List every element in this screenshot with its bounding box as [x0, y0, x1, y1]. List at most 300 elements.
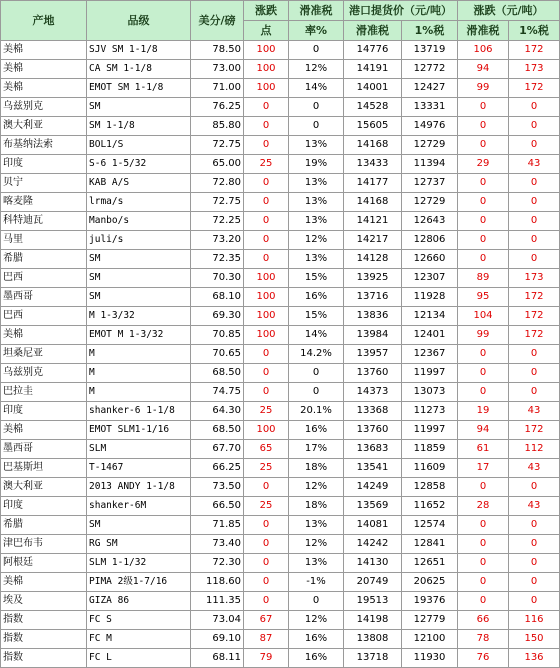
cell-port-price-sliding: 14121	[344, 212, 402, 231]
cell-port-price-sliding: 13541	[344, 459, 402, 478]
cell-tax-rate: 12%	[289, 60, 344, 79]
cell-tax-rate: -1%	[289, 573, 344, 592]
cell-grade: FC S	[87, 611, 191, 630]
cell-change-1pct: 43	[509, 155, 560, 174]
cell-port-price-1pct: 12858	[402, 478, 458, 497]
cell-port-price-1pct: 11652	[402, 497, 458, 516]
cell-change-points: 0	[244, 478, 289, 497]
cell-grade: shanker-6M	[87, 497, 191, 516]
cell-port-price-1pct: 13719	[402, 41, 458, 60]
table-row	[1, 79, 560, 98]
cell-origin: 美棉	[1, 79, 87, 98]
cell-change-sliding: 29	[458, 155, 509, 174]
cell-change-1pct: 43	[509, 459, 560, 478]
cell-price: 72.35	[191, 250, 244, 269]
table-row	[1, 307, 560, 326]
cell-change-1pct: 0	[509, 136, 560, 155]
cell-price: 73.04	[191, 611, 244, 630]
cell-price: 85.80	[191, 117, 244, 136]
table-row	[1, 269, 560, 288]
cell-price: 69.10	[191, 630, 244, 649]
cell-change-sliding: 17	[458, 459, 509, 478]
cell-port-price-sliding: 14528	[344, 98, 402, 117]
table-row	[1, 383, 560, 402]
cell-price: 71.00	[191, 79, 244, 98]
header-port-1pct: 1%税	[402, 21, 458, 41]
cell-change-points: 0	[244, 554, 289, 573]
header-port-sliding: 滑准税	[344, 21, 402, 41]
cell-tax-rate: 14%	[289, 79, 344, 98]
cell-price: 72.80	[191, 174, 244, 193]
cell-change-1pct: 0	[509, 345, 560, 364]
cell-change-points: 65	[244, 440, 289, 459]
cell-change-points: 100	[244, 269, 289, 288]
cell-change-points: 0	[244, 383, 289, 402]
cell-change-sliding: 0	[458, 136, 509, 155]
cell-change-points: 100	[244, 79, 289, 98]
cell-origin: 希腊	[1, 250, 87, 269]
cell-change-points: 100	[244, 41, 289, 60]
cell-price: 66.50	[191, 497, 244, 516]
cell-port-price-sliding: 14217	[344, 231, 402, 250]
cell-port-price-sliding: 14249	[344, 478, 402, 497]
cell-price: 72.75	[191, 193, 244, 212]
cell-tax-rate: 13%	[289, 516, 344, 535]
table-row	[1, 611, 560, 630]
cell-change-points: 0	[244, 516, 289, 535]
cell-tax-rate: 0	[289, 592, 344, 611]
cell-tax-rate: 0	[289, 41, 344, 60]
cell-change-sliding: 28	[458, 497, 509, 516]
cell-change-1pct: 0	[509, 174, 560, 193]
cell-change-1pct: 173	[509, 60, 560, 79]
cell-change-1pct: 0	[509, 554, 560, 573]
cell-change-points: 25	[244, 402, 289, 421]
table-row	[1, 573, 560, 592]
cell-tax-rate: 0	[289, 98, 344, 117]
cell-change-1pct: 172	[509, 326, 560, 345]
cell-change-sliding: 95	[458, 288, 509, 307]
cell-change-points: 67	[244, 611, 289, 630]
cell-change-sliding: 104	[458, 307, 509, 326]
cell-change-1pct: 136	[509, 649, 560, 668]
cell-tax-rate: 20.1%	[289, 402, 344, 421]
table-row	[1, 592, 560, 611]
cell-port-price-sliding: 14242	[344, 535, 402, 554]
cell-tax-rate: 13%	[289, 212, 344, 231]
cell-change-points: 100	[244, 60, 289, 79]
cell-port-price-1pct: 12806	[402, 231, 458, 250]
header-chg-sliding: 滑准税	[458, 21, 509, 41]
cell-origin: 乌兹别克	[1, 98, 87, 117]
table-row	[1, 212, 560, 231]
cell-change-1pct: 172	[509, 41, 560, 60]
header-tax-bottom: 率%	[289, 21, 344, 41]
cell-tax-rate: 13%	[289, 174, 344, 193]
cell-change-1pct: 0	[509, 98, 560, 117]
table-row	[1, 364, 560, 383]
cell-price: 70.85	[191, 326, 244, 345]
cell-grade: M	[87, 383, 191, 402]
cell-change-points: 0	[244, 193, 289, 212]
cell-origin: 指数	[1, 649, 87, 668]
cell-price: 78.50	[191, 41, 244, 60]
cell-origin: 美棉	[1, 573, 87, 592]
cell-change-sliding: 0	[458, 250, 509, 269]
cell-origin: 巴西	[1, 307, 87, 326]
cell-port-price-sliding: 13760	[344, 364, 402, 383]
cell-price: 72.25	[191, 212, 244, 231]
cell-port-price-1pct: 12307	[402, 269, 458, 288]
cell-origin: 美棉	[1, 421, 87, 440]
cell-grade: FC L	[87, 649, 191, 668]
cell-change-points: 0	[244, 345, 289, 364]
cell-port-price-1pct: 12643	[402, 212, 458, 231]
cell-port-price-sliding: 13984	[344, 326, 402, 345]
cell-tax-rate: 16%	[289, 649, 344, 668]
cell-port-price-1pct: 12401	[402, 326, 458, 345]
cell-change-points: 0	[244, 573, 289, 592]
cell-grade: EMOT SM 1-1/8	[87, 79, 191, 98]
cell-port-price-1pct: 12729	[402, 193, 458, 212]
cell-change-1pct: 0	[509, 212, 560, 231]
cell-change-sliding: 0	[458, 592, 509, 611]
cell-price: 70.30	[191, 269, 244, 288]
cell-port-price-1pct: 14976	[402, 117, 458, 136]
cell-change-points: 100	[244, 421, 289, 440]
cell-price: 65.00	[191, 155, 244, 174]
table-row	[1, 136, 560, 155]
cell-change-sliding: 0	[458, 193, 509, 212]
cell-port-price-1pct: 11930	[402, 649, 458, 668]
cell-price: 69.30	[191, 307, 244, 326]
cell-origin: 澳大利亚	[1, 117, 87, 136]
cell-price: 73.40	[191, 535, 244, 554]
cell-tax-rate: 15%	[289, 269, 344, 288]
cell-port-price-sliding: 20749	[344, 573, 402, 592]
cell-origin: 科特迪瓦	[1, 212, 87, 231]
cell-price: 72.30	[191, 554, 244, 573]
cell-change-sliding: 94	[458, 421, 509, 440]
cell-port-price-1pct: 13331	[402, 98, 458, 117]
cell-tax-rate: 12%	[289, 535, 344, 554]
cell-change-1pct: 173	[509, 269, 560, 288]
cell-port-price-1pct: 12134	[402, 307, 458, 326]
header-tax-top: 滑准税	[289, 1, 344, 21]
cell-change-1pct: 0	[509, 516, 560, 535]
cell-change-points: 100	[244, 288, 289, 307]
cell-change-1pct: 112	[509, 440, 560, 459]
cell-port-price-1pct: 19376	[402, 592, 458, 611]
header-chg-price: 涨跌（元/吨）	[458, 1, 560, 21]
cell-tax-rate: 14%	[289, 326, 344, 345]
cell-port-price-1pct: 12660	[402, 250, 458, 269]
cell-price: 73.50	[191, 478, 244, 497]
cell-change-1pct: 150	[509, 630, 560, 649]
cell-grade: KAB A/S	[87, 174, 191, 193]
cell-change-1pct: 0	[509, 478, 560, 497]
cell-grade: GIZA 86	[87, 592, 191, 611]
cell-port-price-1pct: 11997	[402, 421, 458, 440]
table-row	[1, 288, 560, 307]
cell-tax-rate: 0	[289, 383, 344, 402]
cell-change-points: 0	[244, 231, 289, 250]
cell-port-price-sliding: 14168	[344, 193, 402, 212]
cell-change-sliding: 78	[458, 630, 509, 649]
cell-change-points: 0	[244, 212, 289, 231]
cell-port-price-1pct: 11928	[402, 288, 458, 307]
cell-origin: 墨西哥	[1, 288, 87, 307]
header-chg-1pct: 1%税	[509, 21, 560, 41]
table-row	[1, 649, 560, 668]
table-row	[1, 516, 560, 535]
cell-change-points: 100	[244, 307, 289, 326]
cell-change-points: 100	[244, 326, 289, 345]
table-row	[1, 459, 560, 478]
cell-port-price-sliding: 14081	[344, 516, 402, 535]
cell-change-sliding: 0	[458, 212, 509, 231]
cell-change-sliding: 0	[458, 554, 509, 573]
cell-port-price-1pct: 20625	[402, 573, 458, 592]
cell-origin: 美棉	[1, 41, 87, 60]
cell-price: 68.10	[191, 288, 244, 307]
cell-change-sliding: 89	[458, 269, 509, 288]
cell-change-sliding: 0	[458, 516, 509, 535]
cell-grade: FC M	[87, 630, 191, 649]
cell-grade: SLM	[87, 440, 191, 459]
cell-change-sliding: 66	[458, 611, 509, 630]
cell-price: 68.50	[191, 364, 244, 383]
cell-change-1pct: 172	[509, 79, 560, 98]
cell-change-points: 25	[244, 459, 289, 478]
cell-change-points: 0	[244, 117, 289, 136]
cell-port-price-sliding: 13836	[344, 307, 402, 326]
cell-change-points: 0	[244, 98, 289, 117]
cell-change-1pct: 0	[509, 592, 560, 611]
cell-price: 73.00	[191, 60, 244, 79]
cell-port-price-sliding: 14198	[344, 611, 402, 630]
cell-change-sliding: 94	[458, 60, 509, 79]
cell-origin: 指数	[1, 630, 87, 649]
table-row	[1, 326, 560, 345]
cell-port-price-1pct: 12772	[402, 60, 458, 79]
cell-change-sliding: 0	[458, 478, 509, 497]
cell-tax-rate: 12%	[289, 478, 344, 497]
cell-tax-rate: 19%	[289, 155, 344, 174]
cell-price: 68.11	[191, 649, 244, 668]
cell-price: 118.60	[191, 573, 244, 592]
cell-grade: SM	[87, 516, 191, 535]
cell-origin: 印度	[1, 155, 87, 174]
cell-grade: S-6 1-5/32	[87, 155, 191, 174]
cell-change-1pct: 43	[509, 402, 560, 421]
cell-grade: PIMA 2级1-7/16	[87, 573, 191, 592]
cell-change-1pct: 172	[509, 288, 560, 307]
cell-change-points: 0	[244, 174, 289, 193]
cell-origin: 阿根廷	[1, 554, 87, 573]
cell-grade: SM 1-1/8	[87, 117, 191, 136]
cell-tax-rate: 0	[289, 117, 344, 136]
cell-change-points: 0	[244, 592, 289, 611]
cell-port-price-sliding: 14776	[344, 41, 402, 60]
cell-change-1pct: 0	[509, 383, 560, 402]
cell-grade: T-1467	[87, 459, 191, 478]
cell-tax-rate: 14.2%	[289, 345, 344, 364]
cell-grade: juli/s	[87, 231, 191, 250]
cell-grade: EMOT M 1-3/32	[87, 326, 191, 345]
table-row	[1, 117, 560, 136]
cell-port-price-1pct: 11609	[402, 459, 458, 478]
cell-origin: 布基纳法索	[1, 136, 87, 155]
cell-port-price-sliding: 13368	[344, 402, 402, 421]
table-row	[1, 440, 560, 459]
cell-port-price-1pct: 12367	[402, 345, 458, 364]
table-body	[1, 41, 560, 668]
table-row	[1, 345, 560, 364]
cell-change-1pct: 172	[509, 421, 560, 440]
cell-change-1pct: 0	[509, 535, 560, 554]
cell-change-sliding: 0	[458, 345, 509, 364]
cell-price: 72.75	[191, 136, 244, 155]
table-row	[1, 630, 560, 649]
cell-port-price-1pct: 12729	[402, 136, 458, 155]
cell-tax-rate: 13%	[289, 250, 344, 269]
table-row	[1, 402, 560, 421]
cell-tax-rate: 13%	[289, 193, 344, 212]
cell-grade: M	[87, 364, 191, 383]
cell-change-1pct: 116	[509, 611, 560, 630]
cell-port-price-sliding: 14191	[344, 60, 402, 79]
cell-change-sliding: 0	[458, 364, 509, 383]
cell-change-sliding: 99	[458, 79, 509, 98]
cell-origin: 巴西	[1, 269, 87, 288]
cell-port-price-1pct: 12100	[402, 630, 458, 649]
cell-change-1pct: 0	[509, 231, 560, 250]
cell-price: 68.50	[191, 421, 244, 440]
cell-origin: 美棉	[1, 326, 87, 345]
cell-port-price-1pct: 13073	[402, 383, 458, 402]
cell-port-price-1pct: 11997	[402, 364, 458, 383]
cell-price: 76.25	[191, 98, 244, 117]
header-change-top: 涨跌	[244, 1, 289, 21]
cell-change-sliding: 0	[458, 573, 509, 592]
cell-tax-rate: 12%	[289, 611, 344, 630]
cell-change-1pct: 0	[509, 117, 560, 136]
cell-tax-rate: 18%	[289, 459, 344, 478]
table-row	[1, 250, 560, 269]
cell-port-price-sliding: 13433	[344, 155, 402, 174]
table-row	[1, 554, 560, 573]
cell-change-points: 0	[244, 250, 289, 269]
table-row	[1, 98, 560, 117]
cell-change-sliding: 19	[458, 402, 509, 421]
cell-port-price-sliding: 14168	[344, 136, 402, 155]
cell-price: 74.75	[191, 383, 244, 402]
cell-grade: SM	[87, 288, 191, 307]
cell-origin: 马里	[1, 231, 87, 250]
cell-price: 67.70	[191, 440, 244, 459]
cell-origin: 巴拉圭	[1, 383, 87, 402]
cell-grade: 2013 ANDY 1-1/8	[87, 478, 191, 497]
cell-port-price-sliding: 15605	[344, 117, 402, 136]
cell-change-points: 0	[244, 136, 289, 155]
cell-change-points: 25	[244, 497, 289, 516]
cell-change-points: 79	[244, 649, 289, 668]
cell-port-price-1pct: 11859	[402, 440, 458, 459]
cell-change-sliding: 0	[458, 535, 509, 554]
cell-change-1pct: 43	[509, 497, 560, 516]
cell-origin: 乌兹别克	[1, 364, 87, 383]
cell-price: 70.65	[191, 345, 244, 364]
header-grade: 品级	[87, 1, 191, 41]
cell-tax-rate: 12%	[289, 231, 344, 250]
cell-tax-rate: 18%	[289, 497, 344, 516]
cell-grade: M 1-3/32	[87, 307, 191, 326]
cell-change-1pct: 0	[509, 364, 560, 383]
cell-tax-rate: 16%	[289, 630, 344, 649]
cell-port-price-1pct: 12779	[402, 611, 458, 630]
cell-origin: 贝宁	[1, 174, 87, 193]
cell-grade: lrma/s	[87, 193, 191, 212]
cell-change-sliding: 106	[458, 41, 509, 60]
header-price: 美分/磅	[191, 1, 244, 41]
cell-port-price-1pct: 12737	[402, 174, 458, 193]
cell-change-1pct: 0	[509, 193, 560, 212]
cell-price: 64.30	[191, 402, 244, 421]
table-row	[1, 155, 560, 174]
cell-change-points: 0	[244, 535, 289, 554]
header-row-top	[1, 1, 560, 21]
cell-tax-rate: 17%	[289, 440, 344, 459]
cell-port-price-sliding: 14373	[344, 383, 402, 402]
cell-origin: 印度	[1, 497, 87, 516]
cell-change-1pct: 172	[509, 307, 560, 326]
cell-origin: 墨西哥	[1, 440, 87, 459]
cell-change-1pct: 0	[509, 573, 560, 592]
cell-tax-rate: 0	[289, 364, 344, 383]
cell-origin: 印度	[1, 402, 87, 421]
table-row	[1, 41, 560, 60]
table-row	[1, 231, 560, 250]
cell-port-price-1pct: 12574	[402, 516, 458, 535]
cell-change-1pct: 0	[509, 250, 560, 269]
table-row	[1, 535, 560, 554]
cell-port-price-sliding: 13716	[344, 288, 402, 307]
cell-origin: 希腊	[1, 516, 87, 535]
cell-tax-rate: 13%	[289, 136, 344, 155]
cell-change-points: 25	[244, 155, 289, 174]
cell-port-price-sliding: 13760	[344, 421, 402, 440]
cell-grade: SM	[87, 250, 191, 269]
cell-change-points: 87	[244, 630, 289, 649]
table-row	[1, 497, 560, 516]
cell-tax-rate: 13%	[289, 554, 344, 573]
cell-port-price-1pct: 11394	[402, 155, 458, 174]
cell-port-price-sliding: 14130	[344, 554, 402, 573]
cell-port-price-1pct: 11273	[402, 402, 458, 421]
cell-port-price-sliding: 19513	[344, 592, 402, 611]
cell-grade: SM	[87, 98, 191, 117]
cell-tax-rate: 15%	[289, 307, 344, 326]
cell-change-sliding: 0	[458, 174, 509, 193]
cell-change-sliding: 99	[458, 326, 509, 345]
cell-port-price-sliding: 13808	[344, 630, 402, 649]
cell-grade: M	[87, 345, 191, 364]
table-row	[1, 193, 560, 212]
cell-change-sliding: 61	[458, 440, 509, 459]
table-row	[1, 421, 560, 440]
cell-origin: 澳大利亚	[1, 478, 87, 497]
